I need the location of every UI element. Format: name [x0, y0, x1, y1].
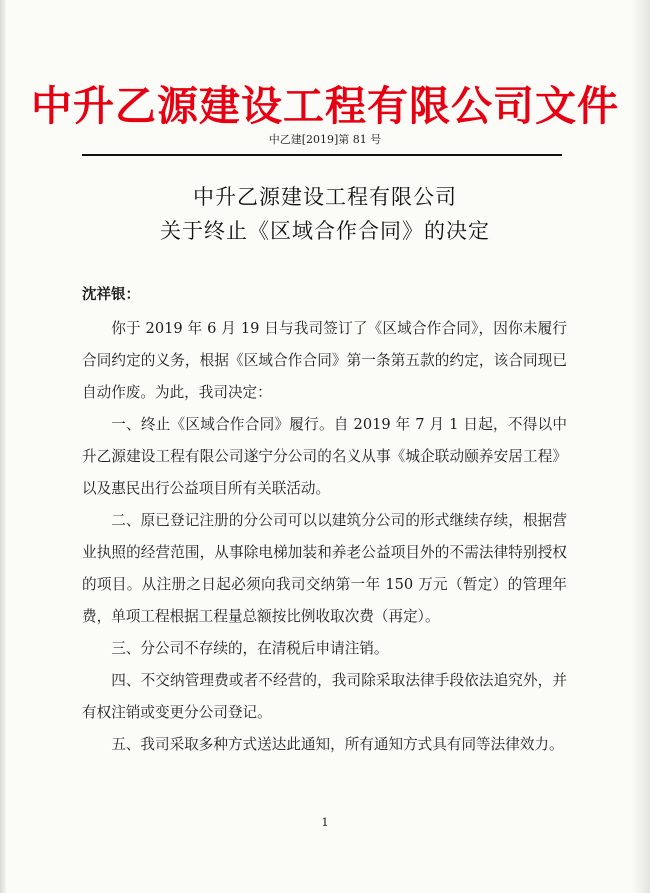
- document-number: 中乙建[2019]第 81 号: [268, 133, 382, 146]
- paragraph-item-5: 五、我司采取多种方式送达此通知，所有通知方式具有同等法律效力。: [111, 736, 564, 753]
- paragraph-item-3: 三、分公司不存续的，在清税后申请注销。: [111, 640, 389, 657]
- header-divider: [82, 154, 562, 156]
- page-number: 1: [321, 816, 329, 829]
- body-text: [82, 313, 567, 761]
- paragraph-item-1: 一、终止《区域合作合同》履行。自 2019 年 7 月 1 日起，不得以中升乙源建设工程有限公司遂宁分公司的名义从事《城企联动颐养安居工程》以及惠民出行公益项目所有关联活动。: [82, 416, 567, 497]
- paragraph-item-4: 四、不交纳管理费或者不经营的，我司除采取法律手段依法追究外，并有权注销或变更分公司登记。: [82, 672, 567, 721]
- paragraph-item-2: 二、原已登记注册的分公司可以以建筑分公司的形式继续存续，根据营业执照的经营范围，从事除电梯加装和养老公益项目外的不需法律特别授权的项目。从注册之日起必须向我司交纳第一年 150 万元（暂定）的管理年费，单项工程根据工程量总额按比例收取次费（再定）。: [82, 512, 567, 625]
- red-header-title: 中升乙源建设工程有限公司文件: [31, 82, 619, 130]
- decision-title-line1: 中升乙源建设工程有限公司: [193, 185, 457, 209]
- salutation: 沈祥银：: [82, 286, 140, 303]
- paragraph-intro: 你于 2019 年 6 月 19 日与我司签订了《区域合作合同》，因你未履行合同约定的义务，根据《区域合作合同》第一条第五款的约定，该合同现已自动作废。为此，我司决定：: [82, 320, 567, 401]
- decision-title-line2: 关于终止《区域合作合同》的决定: [160, 219, 490, 243]
